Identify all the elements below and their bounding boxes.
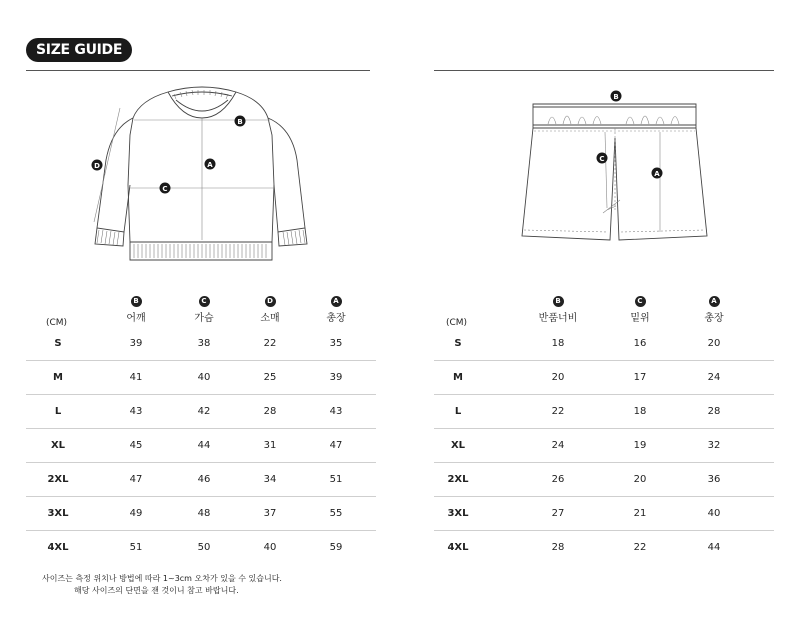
badge-c: C <box>199 296 210 307</box>
size-cell: L <box>54 406 62 417</box>
value-cell: 35 <box>329 338 343 349</box>
value-cell: 40 <box>197 372 211 383</box>
size-cell: 2XL <box>47 474 69 485</box>
badge-d-sweatshirt: D <box>94 162 100 170</box>
size-cell: 4XL <box>47 542 69 553</box>
shorts-illustration <box>0 0 800 290</box>
size-guide-title: SIZE GUIDE <box>26 38 132 62</box>
header-length <box>316 288 356 324</box>
value-cell: 42 <box>197 406 211 417</box>
table-row <box>26 360 376 395</box>
header-label: 가슴 <box>194 313 214 324</box>
value-cell: 43 <box>329 406 343 417</box>
badge-a: A <box>331 296 342 307</box>
header-sleeve <box>250 288 290 324</box>
value-cell: 39 <box>329 372 343 383</box>
value-cell: 45 <box>129 440 143 451</box>
table-row <box>26 496 376 531</box>
table-row <box>434 360 774 395</box>
header-length <box>694 288 734 324</box>
size-cell: M <box>453 372 463 383</box>
table-row <box>434 496 774 531</box>
value-cell: 20 <box>707 338 721 349</box>
size-cell: XL <box>50 440 66 451</box>
value-cell: 47 <box>329 440 343 451</box>
value-cell: 31 <box>263 440 277 451</box>
header-hem-width <box>530 288 586 324</box>
value-cell: 43 <box>129 406 143 417</box>
value-cell: 16 <box>633 338 647 349</box>
size-cell: 4XL <box>447 542 469 553</box>
value-cell: 46 <box>197 474 211 485</box>
badge-c: C <box>635 296 646 307</box>
value-cell: 20 <box>633 474 647 485</box>
badge-d: D <box>265 296 276 307</box>
value-cell: 48 <box>197 508 211 519</box>
badge-a: A <box>709 296 720 307</box>
unit-label: (CM) <box>446 318 468 328</box>
size-cell: L <box>454 406 462 417</box>
badge-b: B <box>131 296 142 307</box>
value-cell: 22 <box>551 406 565 417</box>
header-label: 어깨 <box>126 313 146 324</box>
value-cell: 55 <box>329 508 343 519</box>
bottom-size-table <box>434 288 774 558</box>
value-cell: 38 <box>197 338 211 349</box>
value-cell: 26 <box>551 474 565 485</box>
badge-c-sweatshirt: C <box>162 185 168 193</box>
value-cell: 40 <box>263 542 277 553</box>
value-cell: 24 <box>707 372 721 383</box>
value-cell: 18 <box>633 406 647 417</box>
size-cell: 3XL <box>47 508 69 519</box>
table-row <box>434 428 774 463</box>
table-row <box>434 462 774 497</box>
value-cell: 40 <box>707 508 721 519</box>
value-cell: 24 <box>551 440 565 451</box>
value-cell: 19 <box>633 440 647 451</box>
size-cell: S <box>54 338 62 349</box>
header-rise <box>620 288 660 324</box>
unit-label: (CM) <box>46 318 68 328</box>
top-size-table <box>26 288 376 558</box>
value-cell: 44 <box>707 542 721 553</box>
table-row <box>26 428 376 463</box>
table-row <box>26 326 376 361</box>
header-label: 총장 <box>326 313 346 324</box>
value-cell: 41 <box>129 372 143 383</box>
value-cell: 36 <box>707 474 721 485</box>
footnote-tolerance: 사이즈는 측정 위치나 방법에 따라 1~3cm 오차가 있을 수 있습니다. <box>42 574 282 583</box>
table-row <box>26 462 376 497</box>
size-cell: 3XL <box>447 508 469 519</box>
header-chest <box>184 288 224 324</box>
value-cell: 25 <box>263 372 277 383</box>
value-cell: 51 <box>129 542 143 553</box>
table-row <box>434 394 774 429</box>
table-row <box>434 530 774 564</box>
size-cell: M <box>53 372 63 383</box>
value-cell: 28 <box>551 542 565 553</box>
value-cell: 37 <box>263 508 277 519</box>
table-row <box>26 394 376 429</box>
table-row <box>26 530 376 564</box>
table-row <box>434 326 774 361</box>
value-cell: 27 <box>551 508 565 519</box>
header-label: 반품너비 <box>538 313 578 324</box>
header-shoulder <box>116 288 156 324</box>
value-cell: 51 <box>329 474 343 485</box>
value-cell: 28 <box>263 406 277 417</box>
badge-c-shorts: C <box>599 155 605 163</box>
value-cell: 20 <box>551 372 565 383</box>
value-cell: 17 <box>633 372 647 383</box>
value-cell: 18 <box>551 338 565 349</box>
value-cell: 22 <box>633 542 647 553</box>
value-cell: 50 <box>197 542 211 553</box>
header-label: 소매 <box>260 313 280 324</box>
header-label: 총장 <box>704 313 724 324</box>
badge-a-shorts: A <box>654 170 660 178</box>
value-cell: 49 <box>129 508 143 519</box>
value-cell: 22 <box>263 338 277 349</box>
badge-a-sweatshirt: A <box>207 161 213 169</box>
value-cell: 59 <box>329 542 343 553</box>
size-cell: XL <box>450 440 466 451</box>
value-cell: 34 <box>263 474 277 485</box>
value-cell: 39 <box>129 338 143 349</box>
footnote-cross-section: 해당 사이즈의 단면을 잰 것이니 참고 바랍니다. <box>74 586 239 595</box>
value-cell: 28 <box>707 406 721 417</box>
badge-b-shorts: B <box>613 93 619 101</box>
value-cell: 47 <box>129 474 143 485</box>
size-cell: S <box>454 338 462 349</box>
header-label: 밑위 <box>630 313 650 324</box>
value-cell: 21 <box>633 508 647 519</box>
badge-b: B <box>553 296 564 307</box>
size-cell: 2XL <box>447 474 469 485</box>
badge-b-sweatshirt: B <box>237 118 243 126</box>
value-cell: 32 <box>707 440 721 451</box>
value-cell: 44 <box>197 440 211 451</box>
